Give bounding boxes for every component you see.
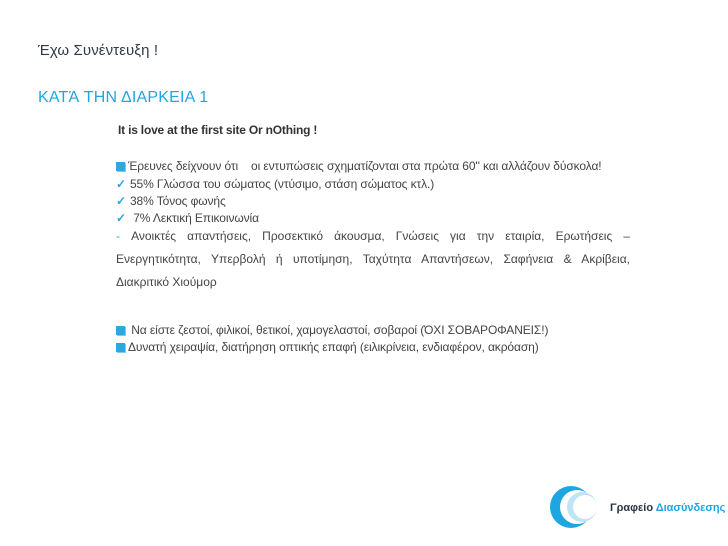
list-item bbox=[116, 159, 602, 173]
slide-title: Έχω Συνέντευξη ! bbox=[38, 42, 159, 59]
section-heading: ΚΑΤΆ ΤΗΝ ΔΙΑΡΚΕΙΑ 1 bbox=[38, 89, 209, 106]
paragraph-line: Ενεργητικότητα, Υπερβολή ή υποτίμηση, Ταχύτητα Απαντήσεων, Σαφήνεια & Ακρίβεια, bbox=[116, 252, 630, 266]
list-item bbox=[116, 340, 539, 354]
bullet-text: 7% Λεκτική Επικοινωνία bbox=[133, 211, 259, 225]
bullet-text: οι εντυπώσεις σχηματίζονται στα πρώτα 60'' και αλλάζουν δύσκολα! bbox=[251, 159, 602, 173]
paragraph-line bbox=[116, 225, 630, 248]
paragraph-line: Διακριτικό Χιούμορ bbox=[116, 275, 217, 289]
bullet-text: Έρευνες δείχνουν ότι bbox=[128, 159, 239, 173]
logo-wordmark bbox=[610, 502, 725, 514]
list-item bbox=[116, 194, 226, 208]
square-bullet-icon bbox=[116, 343, 125, 352]
bullet-text: 55% Γλώσσα του σώματος (ντύσιμο, στάση σώματος κτλ.) bbox=[129, 177, 435, 191]
paragraph bbox=[116, 225, 630, 294]
check-icon: ✓ bbox=[116, 194, 126, 208]
dash-bullet-icon: - bbox=[116, 229, 120, 243]
logo-circle-icon bbox=[573, 495, 597, 519]
paragraph-text: Ανοικτές απαντήσεις, Προσεκτικό άκουσμα, Γνώσεις για την εταιρία, Ερωτήσεις – bbox=[131, 229, 630, 243]
logo-text-accent: Διασύνδεσης bbox=[655, 502, 726, 514]
square-bullet-icon bbox=[116, 326, 125, 335]
bullet-text: Να είστε ζεστοί, φιλικοί, θετικοί, χαμογελαστοί, σοβαροί (ΌΧΙ ΣΟΒΑΡΟΦΑΝΕΙΣ!) bbox=[131, 323, 549, 337]
bullet-text: 38% Τόνος φωνής bbox=[129, 194, 226, 208]
logo-text: Γραφείο bbox=[610, 502, 654, 514]
slide-subtitle: It is love at the first site Or nOthing ! bbox=[118, 123, 318, 137]
check-icon: ✓ bbox=[116, 177, 126, 191]
list-item bbox=[116, 211, 259, 225]
square-bullet-icon bbox=[116, 162, 125, 171]
list-item bbox=[116, 177, 434, 191]
bullet-text: Δυνατή χειραψία, διατήρηση οπτικής επαφή (ειλικρίνεια, ενδιαφέρον, ακρόαση) bbox=[128, 340, 539, 354]
check-icon: ✓ bbox=[116, 211, 126, 225]
list-item bbox=[116, 323, 548, 337]
